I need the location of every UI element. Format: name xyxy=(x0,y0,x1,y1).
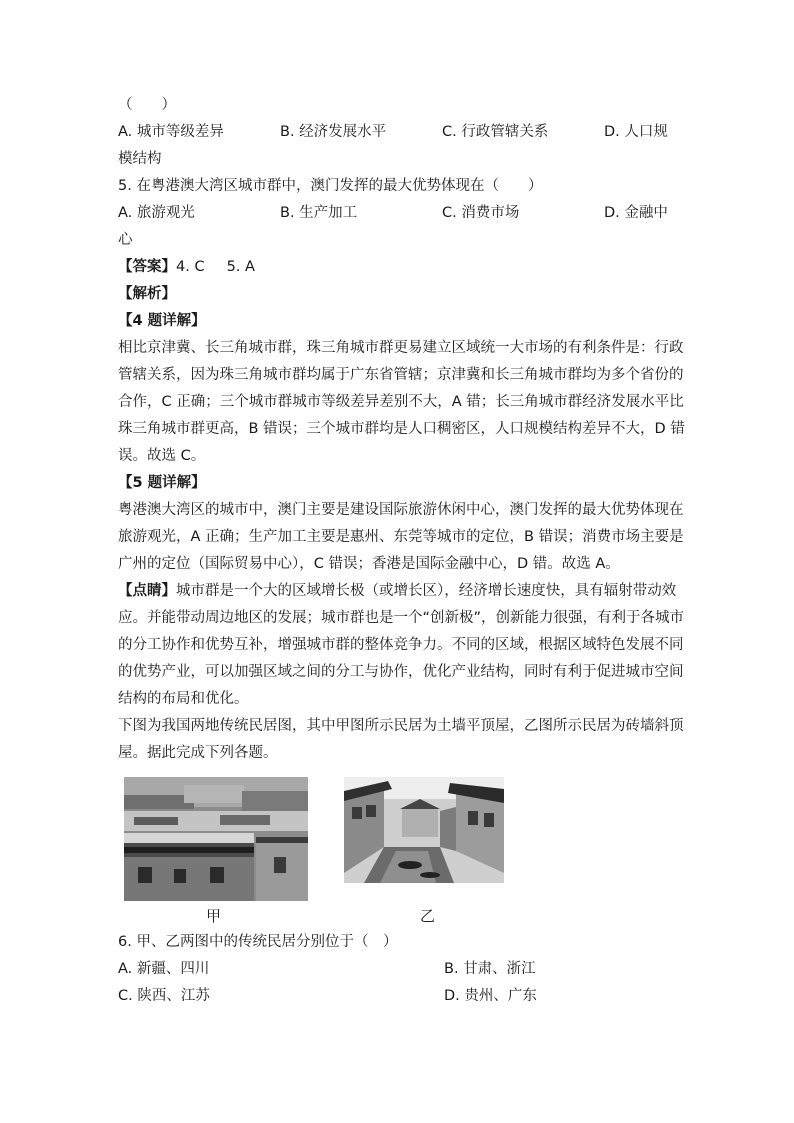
q5-option-b[interactable]: B. 生产加工 xyxy=(280,205,358,221)
figure-jia-flat-roof-houses xyxy=(124,777,308,901)
detail-4-line: 合作，C 正确；三个城市群城市等级差异差别不大，A 错；长三角城市群经济发展水平比 xyxy=(118,394,684,410)
q5-option-d[interactable]: D. 金融中 xyxy=(604,205,668,221)
figures xyxy=(118,777,678,929)
point-first-line xyxy=(118,578,678,605)
detail-4-line: 管辖关系，因为珠三角城市群均属于广东省管辖；京津冀和长三角城市群均为多个省份的 xyxy=(118,367,684,383)
detail-4-label: 【4 题详解】 xyxy=(118,313,206,329)
answer-line xyxy=(118,254,678,281)
answer-label: 【答案】 xyxy=(118,259,176,275)
q5-option-a[interactable]: A. 旅游观光 xyxy=(118,205,195,221)
q6-option-b[interactable]: B. 甘肃、浙江 xyxy=(444,961,536,977)
q5-option-d-wrap: 心 xyxy=(118,232,133,248)
detail-4-line: 误。故选 C。 xyxy=(118,448,206,464)
point-line: 的优势产业，可以加强区域之间的分工与协作，优化产业结构，同时有利于促进城市空间 xyxy=(118,664,684,680)
detail-5-line: 旅游观光，A 正确；生产加工主要是惠州、东莞等城市的定位，B 错误；消费市场主要是 xyxy=(118,529,684,545)
q4-option-c[interactable]: C. 行政管辖关系 xyxy=(442,124,549,140)
intro-line: 屋。据此完成下列各题。 xyxy=(118,745,278,761)
analysis-label: 【解析】 xyxy=(118,286,176,302)
q4-option-d-wrap: 模结构 xyxy=(118,151,162,167)
q5-stem: 5. 在粤港澳大湾区城市群中，澳门发挥的最大优势体现在（ ） xyxy=(118,178,543,194)
q6-option-a[interactable]: A. 新疆、四川 xyxy=(118,961,210,977)
figure-yi-caption: 乙 xyxy=(420,907,436,925)
point-line: 结构的布局和优化。 xyxy=(118,691,249,707)
detail-5-label: 【5 题详解】 xyxy=(118,475,206,491)
q6-option-c[interactable]: C. 陕西、江苏 xyxy=(118,988,210,1004)
q5-options xyxy=(118,200,678,227)
q4-paren: （ ） xyxy=(118,97,176,113)
q6-stem: 6. 甲、乙两图中的传统民居分别位于（ ） xyxy=(118,934,398,950)
detail-4-line: 相比京津冀、长三角城市群，珠三角城市群更易建立区域统一大市场的有利条件是：行政 xyxy=(118,340,684,356)
q6-option-d[interactable]: D. 贵州、广东 xyxy=(444,988,537,1004)
figure-jia-caption: 甲 xyxy=(206,907,222,925)
detail-5-line: 粤港澳大湾区的城市中，澳门主要是建设国际旅游休闲中心，澳门发挥的最大优势体现在 xyxy=(118,502,684,518)
point-label: 【点睛】 xyxy=(118,583,176,599)
point-first-text: 城市群是一个大的区域增长极（或增长区），经济增长速度快，具有辐射带动效 xyxy=(176,583,677,599)
q5-option-c[interactable]: C. 消费市场 xyxy=(442,205,520,221)
answer-4: 4. C xyxy=(176,259,205,275)
detail-5-line: 广州的定位（国际贸易中心），C 错误；香港是国际金融中心，D 错。故选 A。 xyxy=(118,556,620,572)
answer-5: 5. A xyxy=(226,259,255,275)
point-line: 的分工协作和优势互补，增强城市群的整体竞争力。不同的区域，根据区域特色发展不同 xyxy=(118,637,684,653)
q6-options-row-2 xyxy=(118,983,678,1010)
q4-option-b[interactable]: B. 经济发展水平 xyxy=(280,124,387,140)
figure-yi-canal-houses xyxy=(344,777,504,883)
q6-options-row-1 xyxy=(118,956,678,983)
detail-4-line: 珠三角城市群更高，B 错误；三个城市群均是人口稠密区，人口规模结构差异不大，D 错 xyxy=(118,421,685,437)
q4-option-a[interactable]: A. 城市等级差异 xyxy=(118,124,224,140)
intro-line: 下图为我国两地传统民居图，其中甲图所示民居为土墙平顶屋，乙图所示民居为砖墙斜顶 xyxy=(118,718,684,734)
document-page xyxy=(118,92,685,1010)
q4-option-d[interactable]: D. 人口规 xyxy=(604,124,668,140)
point-line: 应。并能带动周边地区的发展；城市群也是一个“创新极”，创新能力很强，有利于各城市 xyxy=(118,610,685,626)
q4-options xyxy=(118,119,678,146)
